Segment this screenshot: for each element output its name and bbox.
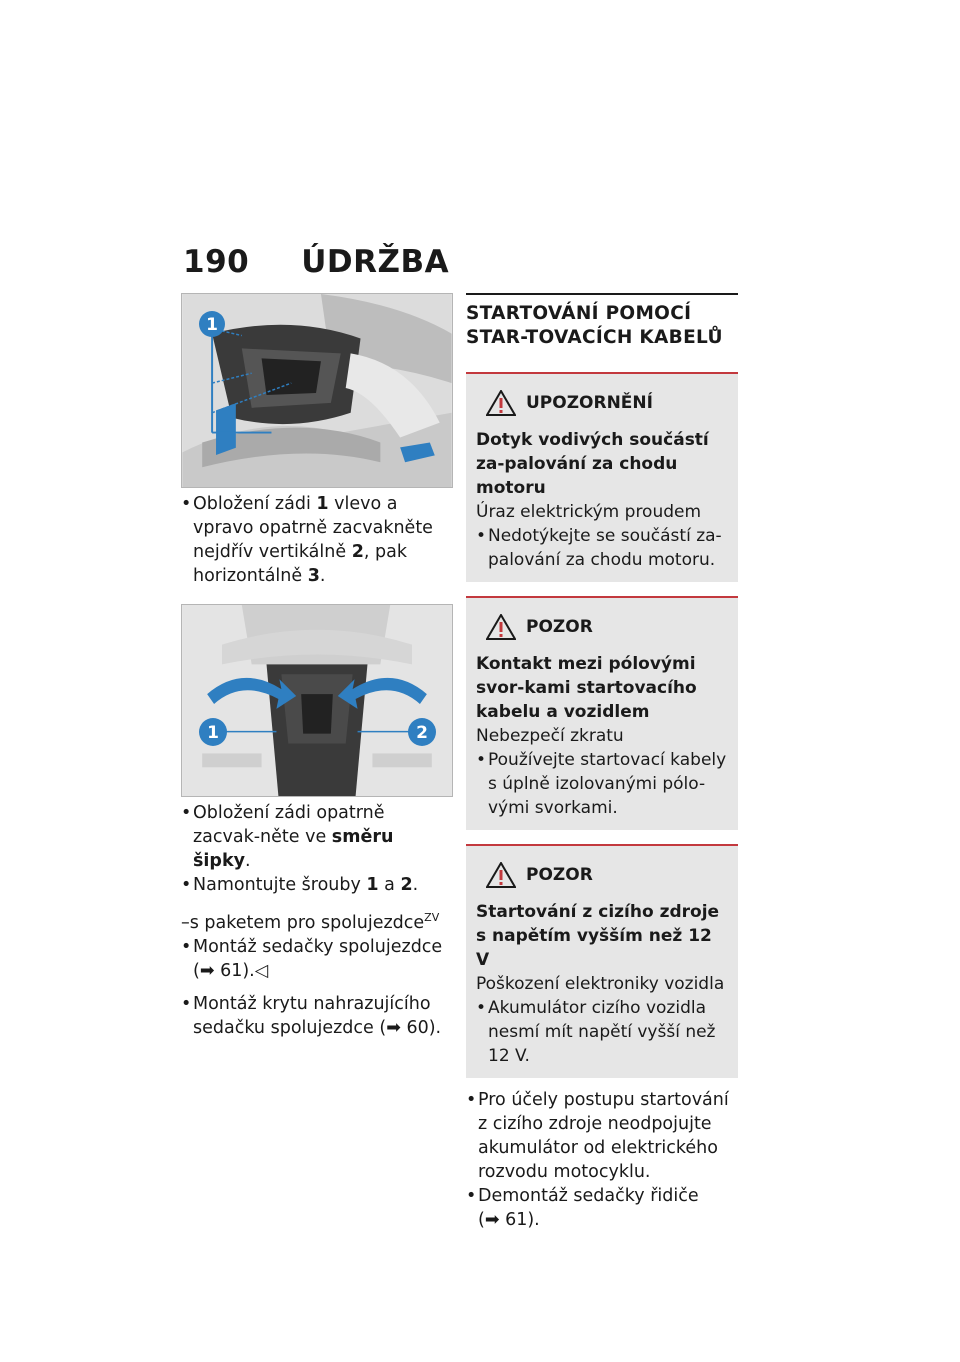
end-mark-icon: ◁ <box>254 960 269 981</box>
step-rear-trim-clip: • Obložení zádi 1 vlevo a vpravo opatrně zacvakněte nejdřív vertikálně 2, pak horizontálně 3. <box>181 492 453 588</box>
warning-level: POZOR <box>526 865 593 885</box>
warning-level: POZOR <box>526 617 593 637</box>
warning-box-1 <box>466 372 738 582</box>
right-column <box>466 293 738 1232</box>
photo-rear-trim-back <box>181 604 453 797</box>
page-number: 190 <box>183 244 250 280</box>
warning-consequence: Poškození elektroniky vozidla <box>476 974 725 994</box>
warning-box-2 <box>466 596 738 830</box>
callout-1-label: 1 <box>206 315 218 335</box>
variant-line: –s paketem pro spolujezdce$^{ZV}$ <box>181 911 440 933</box>
warning-action: • Akumulátor cizího vozidla nesmí mít napětí vyšší než 12 V. <box>476 996 728 1068</box>
warning-consequence: Nebezpečí zkratu <box>476 726 624 746</box>
warning-action: • Používejte startovací kabely s úplně izolovanými pólo-vými svorkami. <box>476 748 728 820</box>
left-column <box>181 293 453 1040</box>
step-passenger-seat: • Montáž sedačky spolujezdce (➡ 61).◁ <box>181 935 453 983</box>
warning-triangle-icon <box>486 390 516 416</box>
step-screws: • Namontujte šrouby 1 a 2. <box>181 873 453 897</box>
warning-consequence: Úraz elektrickým proudem <box>476 502 702 522</box>
steps-block-right <box>466 1088 738 1232</box>
steps-block-2 <box>181 801 453 1040</box>
page-header <box>183 244 449 280</box>
warning-box-3 <box>466 844 738 1078</box>
step-keep-battery: • Pro účely postupu startování z cizího zdroje neodpojujte akumulátor od elektrického rozvodu motocyklu. <box>466 1088 738 1184</box>
warning-triangle-icon <box>486 614 516 640</box>
callout-2-icon <box>407 717 437 747</box>
page-ref-arrow-icon: ➡ <box>484 1210 500 1230</box>
callout-1-icon <box>198 310 226 338</box>
step-rider-seat: • Demontáž sedačky řidiče (➡ 61). <box>466 1184 738 1232</box>
warning-title: Dotyk vodivých součástí za-palování za chodu motoru <box>476 430 709 498</box>
photo-rear-trim-top <box>181 293 453 488</box>
section-title: STARTOVÁNÍ POMOCÍ STAR-TOVACÍCH KABELŮ <box>466 293 738 350</box>
step-clip-arrow: • Obložení zádi opatrně zacvak-něte ve směru šipky. <box>181 801 453 873</box>
steps-block-1 <box>181 492 453 588</box>
step-seat-cover: • Montáž krytu nahrazujícího sedačku spolujezdce (➡ 60). <box>181 992 453 1040</box>
warning-level: UPOZORNĚNÍ <box>526 393 653 413</box>
warning-title: Startování z cizího zdroje s napětím vyšším než 12 V <box>476 902 720 970</box>
callout-1-icon <box>198 717 228 747</box>
chapter-title: ÚDRŽBA <box>301 244 450 280</box>
motorcycle-back-illustration <box>182 605 452 796</box>
svg-text:1: 1 <box>207 723 219 743</box>
warning-title: Kontakt mezi pólovými svor-kami startovacího kabelu a vozidlem <box>476 654 697 722</box>
svg-text:2: 2 <box>416 723 428 743</box>
page-ref-arrow-icon: ➡ <box>199 960 215 981</box>
page-ref-arrow-icon: ➡ <box>386 1017 401 1038</box>
warning-triangle-icon <box>486 862 516 888</box>
warning-action: • Nedotýkejte se součástí za-palování za chodu motoru. <box>476 524 728 572</box>
